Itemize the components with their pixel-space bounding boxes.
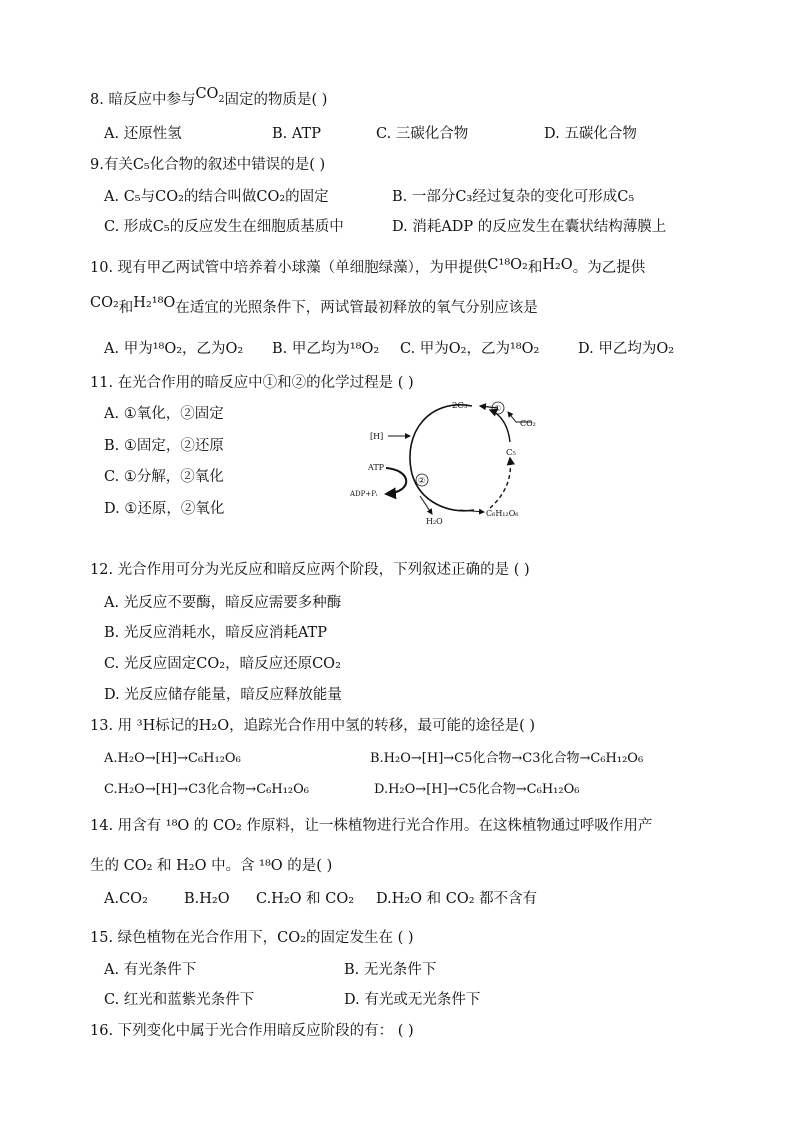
q10-option-a: A. 甲为¹⁸O₂，乙为O₂ xyxy=(104,341,244,357)
q8-option-d: D. 五碳化合物 xyxy=(544,126,637,142)
q11-option-a: A. ①氧化，②固定 xyxy=(104,406,224,422)
label-c5: C₅ xyxy=(506,448,516,458)
q12-option-a: A. 光反应不要酶，暗反应需要多种酶 xyxy=(104,595,342,611)
q8-stem: 8. 暗反应中参与$CO_2$固定的物质是( ) xyxy=(90,86,328,108)
q9-option-a: A. C₅与CO₂的结合叫做CO₂的固定 xyxy=(104,189,329,205)
q10-option-b: B. 甲乙均为¹⁸O₂ xyxy=(272,341,380,357)
label-step2: ② xyxy=(418,476,426,485)
q10-h2o: H₂O xyxy=(542,257,573,273)
q10-c18o2: C¹⁸O₂ xyxy=(487,257,528,273)
label-atp: ATP xyxy=(368,463,385,472)
q13-option-d: D.H₂O→[H]→C5化合物→C₆H₁₂O₆ xyxy=(374,782,580,797)
q9-option-c: C. 形成C₅的反应发生在细胞质基质中 xyxy=(104,219,344,235)
q15-stem: 15. 绿色植物在光合作用下，CO₂的固定发生在 ( ) xyxy=(90,930,414,946)
q13-option-a: A.H₂O→[H]→C₆H₁₂O₆ xyxy=(104,751,241,766)
q10-h218o: H₂¹⁸O xyxy=(133,295,176,311)
q11-option-c: C. ①分解，②氧化 xyxy=(104,469,224,485)
label-co2: CO₂ xyxy=(520,419,536,428)
q14-option-b: B.H₂O xyxy=(184,891,230,907)
q14-line1: 14. 用含有 ¹⁸O 的 CO₂ 作原料，让一株植物进行光合作用。在这株植物通过呼吸作用产 xyxy=(90,818,653,834)
q10-line2: CO₂和H₂¹⁸O在适宜的光照条件下，两试管最初释放的氧气分别应该是 xyxy=(90,295,538,316)
q8-option-c: C. 三碳化合物 xyxy=(376,126,469,142)
q15-option-a: A. 有光条件下 xyxy=(104,962,197,978)
q14-line2: 生的 CO₂ 和 H₂O 中。含 ¹⁸O 的是( ) xyxy=(90,858,333,874)
label-h: [H] xyxy=(370,432,384,441)
q8-option-b: B. ATP xyxy=(272,126,321,142)
q15-option-b: B. 无光条件下 xyxy=(344,962,437,978)
q12-option-d: D. 光反应储存能量，暗反应释放能量 xyxy=(104,687,342,703)
q9-option-b: B. 一部分C₃经过复杂的变化可形成C₅ xyxy=(392,189,635,205)
label-h2o: H₂O xyxy=(426,517,443,526)
label-adp: ADP+Pᵢ xyxy=(350,490,378,498)
q8-option-a: A. 还原性氢 xyxy=(104,126,182,142)
q12-option-c: C. 光反应固定CO₂，暗反应还原CO₂ xyxy=(104,656,341,672)
q15-option-c: C. 红光和蓝紫光条件下 xyxy=(104,992,255,1008)
calvin-cycle-diagram xyxy=(340,392,550,532)
q14-option-c: C.H₂O 和 CO₂ xyxy=(256,891,355,907)
q10-option-d: D. 甲乙均为O₂ xyxy=(578,341,675,357)
q13-option-b: B.H₂O→[H]→C5化合物→C3化合物→C₆H₁₂O₆ xyxy=(370,751,644,766)
q14-option-d: D.H₂O 和 CO₂ 都不含有 xyxy=(376,891,538,907)
q11-stem: 11. 在光合作用的暗反应中①和②的化学过程是 ( ) xyxy=(90,375,414,391)
cycle-arc-solid xyxy=(410,405,474,511)
q16-stem: 16. 下列变化中属于光合作用暗反应阶段的有： ( ) xyxy=(90,1023,414,1039)
q13-option-c: C.H₂O→[H]→C3化合物→C₆H₁₂O₆ xyxy=(104,782,309,797)
q10-line1: 10. 现有甲乙两试管中培养着小球藻（单细胞绿藻），为甲提供C¹⁸O₂和H₂O。为乙提供 xyxy=(90,257,646,276)
q8-co2: $CO_2$ xyxy=(195,86,225,105)
dashed-return-arrow xyxy=(490,458,510,508)
q13-stem: 13. 用 ³H标记的H₂O，追踪光合作用中氢的转移，最可能的途径是( ) xyxy=(90,718,536,734)
q9-option-d: D. 消耗ADP 的反应发生在囊状结构薄膜上 xyxy=(392,219,667,235)
q12-stem: 12. 光合作用可分为光反应和暗反应两个阶段，下列叙述正确的是 ( ) xyxy=(90,562,530,578)
c5-up-arrow xyxy=(490,410,510,442)
q9-stem: 9.有关C₅化合物的叙述中错误的是( ) xyxy=(90,157,326,173)
q10-co2: CO₂ xyxy=(90,295,119,311)
label-glucose: C₆H₁₂O₆ xyxy=(486,509,519,518)
label-2c3: 2C₃ xyxy=(452,401,468,411)
q11-option-d: D. ①还原，②氧化 xyxy=(104,501,225,517)
q10-option-c: C. 甲为O₂，乙为¹⁸O₂ xyxy=(400,341,540,357)
atp-adp-arrow xyxy=(386,468,406,494)
q14-option-a: A.CO₂ xyxy=(104,891,148,907)
label-step1: ① xyxy=(494,404,502,413)
h2o-arrow xyxy=(420,496,432,514)
q11-option-b: B. ①固定，②还原 xyxy=(104,438,224,454)
q15-option-d: D. 有光或无光条件下 xyxy=(344,992,481,1008)
q12-option-b: B. 光反应消耗水，暗反应消耗ATP xyxy=(104,625,327,641)
